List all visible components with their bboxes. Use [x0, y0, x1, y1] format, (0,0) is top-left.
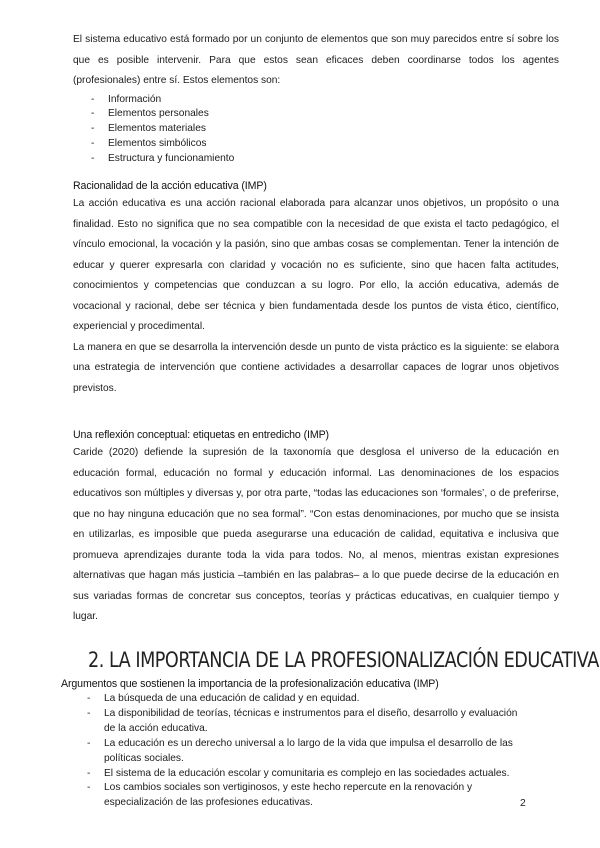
list-item: - Estructura y funcionamiento — [73, 152, 559, 167]
chapter-title: 2. LA IMPORTANCIA DE LA PROFESIONALIZACIÓN EDUCATIVA — [88, 647, 599, 673]
section-heading-reflexion: Una reflexión conceptual: etiquetas en entredicho (IMP) — [73, 429, 329, 442]
page-number: 2 — [520, 798, 526, 809]
intro-paragraph: El sistema educativo está formado por un conjunto de elementos que son muy parecidos entre sí sobre los que es posible intervenir. Para que estos sean eficaces deben coordinarse todos los agentes (profesionales) entre sí. Estos elementos son: — [73, 34, 559, 86]
reflexion-paragraph: Caride (2020) defiende la supresión de la taxonomía que desglosa el universo de la educación en educación formal, educación no formal y educación informal. Las denominaciones de los espacios educativos son múltiples y diversas y, por otra parte, “todas las educaciones son ‘formales’, o de preferirse, que no hay ninguna educación que no sea formal”. “Con estas denominaciones, por mucho que se insista en utilizarlas, es imposible que pueda asegurarse una educación de calidad, equitativa e inclusiva que promueva aprendizajes durante toda la vida para todos. No, al menos, mientras existan expresiones alternativas que hagan más justicia –también en las palabras– a lo que puede decirse de la educación en sus variadas formas de concretar sus conceptos, teorías y prácticas educativas, en cualquier tiempo y lugar. — [73, 447, 559, 623]
list-item: - La disponibilidad de teorías, técnicas e instrumentos para el diseño, desarrollo y evaluación de la acción educativa. — [73, 707, 559, 737]
list-item: - El sistema de la educación escolar y comunitaria es complejo en las sociedades actuales. — [73, 767, 559, 782]
list-item: - Elementos simbólicos — [73, 137, 559, 152]
racionalidad-paragraph-1: La acción educativa es una acción racional elaborada para alcanzar unos objetivos, un propósito o una finalidad. Esto no significa que no sea compatible con la necesidad de que exista el tacto pedagógico, el vínculo emocional, la vocación y la pasión, sino que ambas cosas se complementan. Tener la intención de educar y querer expresarla con claridad y vocación no es suficiente, sino que hacen falta actitudes, conocimientos y competencias que conduzcan a su logro. Por ello, la acción educativa, además de vocacional y racional, debe ser técnica y bien fundamentada desde los puntos de vista ético, científico, experiencial y procedimental. — [73, 198, 559, 333]
racionalidad-paragraph-2: La manera en que se desarrolla la intervención desde un punto de vista práctico es la siguiente: se elabora una estrategia de intervención que contiene actividades a desarrollar capaces de lograr unos objetivos previstos. — [73, 341, 559, 394]
document-page — [61, 30, 599, 811]
section-heading-argumentos: Argumentos que sostienen la importancia de la profesionalización educativa (IMP) — [61, 677, 439, 690]
list-item: - Elementos materiales — [73, 122, 559, 137]
list-item: - La búsqueda de una educación de calidad y en equidad. — [73, 692, 559, 707]
section-heading-racionalidad: Racionalidad de la acción educativa (IMP) — [73, 180, 267, 193]
list-item: - La educación es un derecho universal a lo largo de la vida que impulsa el desarrollo de las políticas sociales. — [73, 737, 559, 767]
argumentos-list — [73, 692, 559, 811]
list-item: - Información — [73, 93, 559, 108]
list-item: - Elementos personales — [73, 107, 559, 122]
list-item: - Los cambios sociales son vertiginosos, y este hecho repercute en la renovación y especialización de las profesiones educativas. — [73, 781, 559, 811]
elements-list — [73, 93, 559, 167]
